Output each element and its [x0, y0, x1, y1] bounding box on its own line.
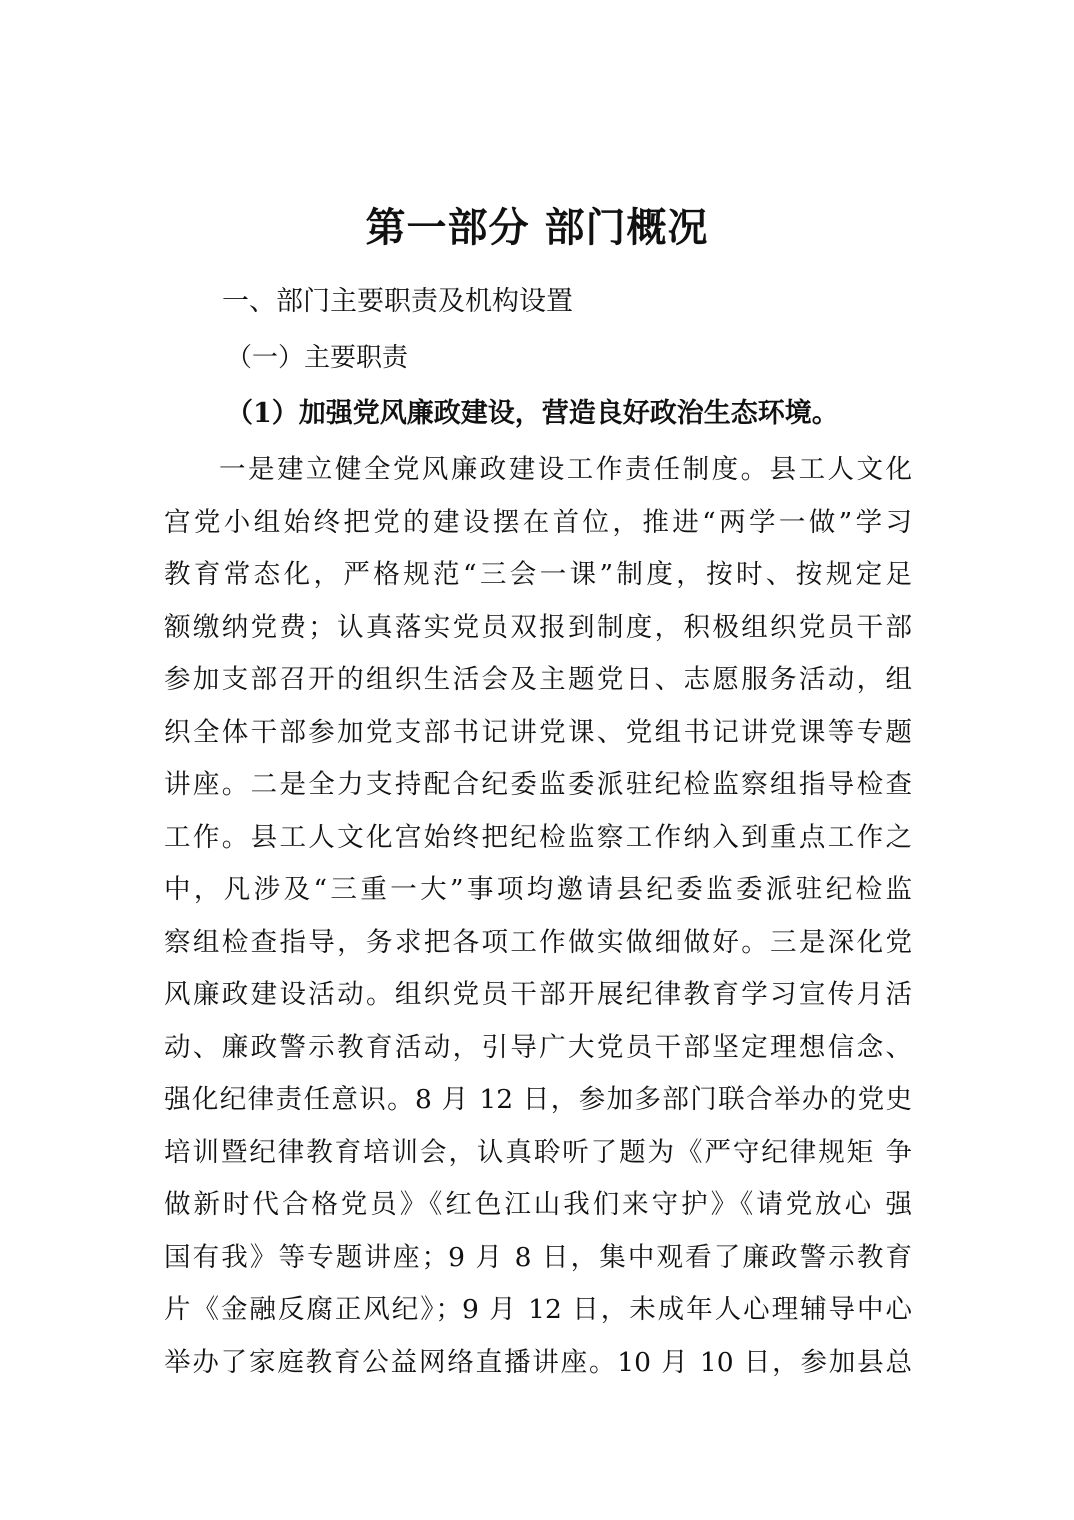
body-paragraph: [164, 444, 912, 1389]
paragraph-line: 宫党小组始终把党的建设摆在首位，推进“两学一做”学习: [164, 506, 912, 538]
paragraph-line: 察组检查指导，务求把各项工作做实做细做好。三是深化党: [164, 926, 912, 958]
paragraph-line: 国有我》等专题讲座；9 月 8 日，集中观看了廉政警示教育: [164, 1241, 912, 1273]
paragraph-line: 织全体干部参加党支部书记讲党课、党组书记讲党课等专题: [164, 716, 912, 748]
paragraph-line: 片《金融反腐正风纪》；9 月 12 日，未成年人心理辅导中心: [164, 1294, 912, 1325]
paragraph-line: 教育常态化，严格规范“三会一课”制度，按时、按规定足: [164, 559, 912, 590]
paragraph-line: 工作。县工人文化宫始终把纪检监察工作纳入到重点工作之: [164, 821, 912, 853]
paragraph-line: 举办了家庭教育公益网络直播讲座。10 月 10 日，参加县总: [164, 1346, 912, 1378]
item-heading: （1）加强党风廉政建设，营造良好政治生态环境。: [226, 398, 839, 429]
paragraph-line: 做新时代合格党员》《红色江山我们来守护》《请党放心 强: [164, 1189, 912, 1220]
paragraph-line: 参加支部召开的组织生活会及主题党日、志愿服务活动，组: [164, 664, 912, 695]
paragraph-line: 一是建立健全党风廉政建设工作责任制度。县工人文化: [219, 454, 912, 485]
paragraph-line: 风廉政建设活动。组织党员干部开展纪律教育学习宣传月活: [164, 979, 912, 1010]
paragraph-line: 额缴纳党费；认真落实党员双报到制度，积极组织党员干部: [164, 611, 912, 643]
section-heading: 一、部门主要职责及机构设置: [222, 286, 573, 317]
paragraph-line: 动、廉政警示教育活动，引导广大党员干部坚定理想信念、: [164, 1031, 912, 1063]
paragraph-line: 讲座。二是全力支持配合纪委监委派驻纪检监察组指导检查: [164, 769, 912, 800]
subsection-heading: （一）主要职责: [226, 343, 409, 373]
paragraph-line: 强化纪律责任意识。8 月 12 日，参加多部门联合举办的党史: [164, 1084, 912, 1115]
page-title: 第一部分 部门概况: [365, 204, 709, 251]
paragraph-line: 培训暨纪律教育培训会，认真聆听了题为《严守纪律规矩 争: [164, 1136, 912, 1168]
paragraph-line: 中，凡涉及“三重一大”事项均邀请县纪委监委派驻纪检监: [164, 874, 912, 905]
